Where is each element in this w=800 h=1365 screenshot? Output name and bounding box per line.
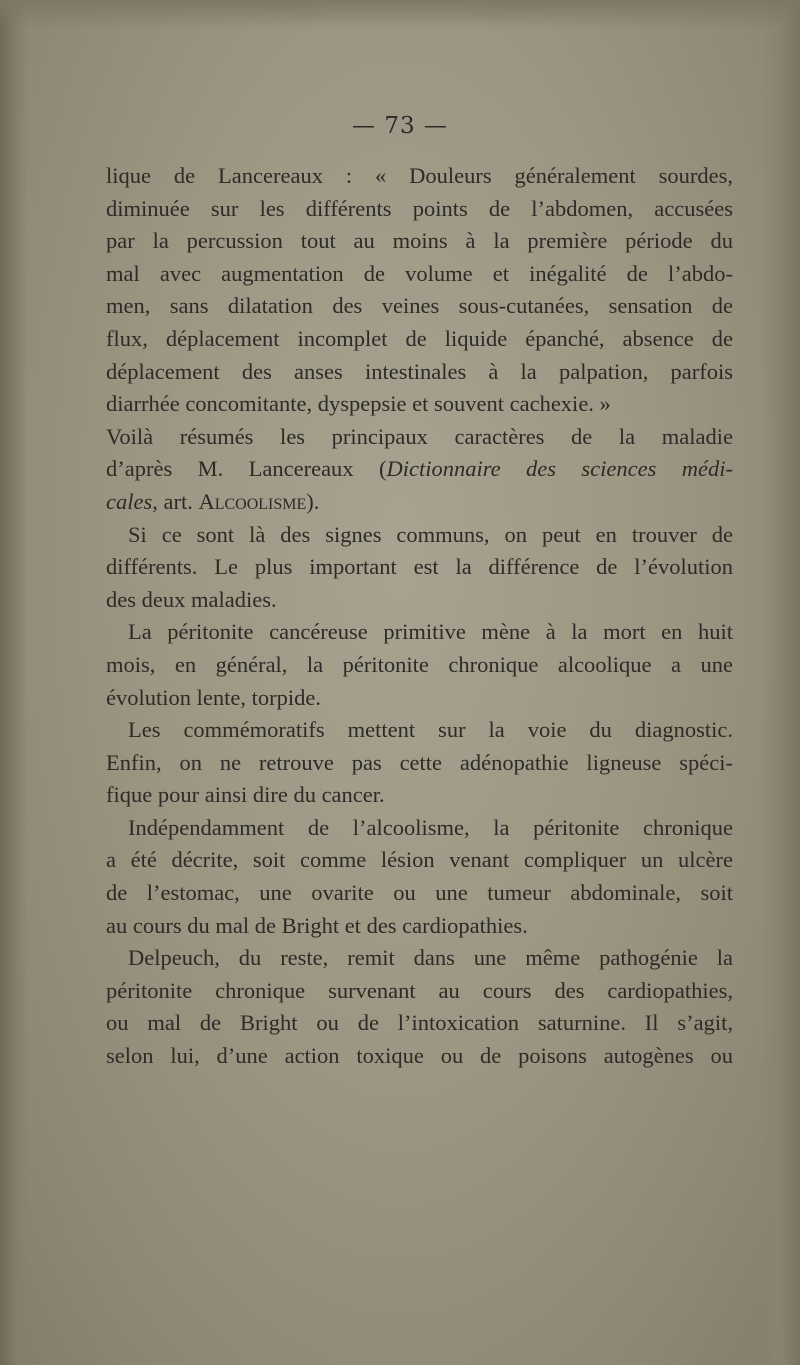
text-line xyxy=(106,486,733,519)
text-line: a été décrite, soit comme lésion venant compliquer un ulcère xyxy=(106,847,733,873)
dictionary-title-italic: Dictionnaire des sciences médi- xyxy=(386,456,733,482)
text-line xyxy=(106,453,733,486)
text-line: mois, en général, la péritonite chronique alcoolique a une xyxy=(106,651,733,677)
text-line: déplacement des anses intestinales à la palpation, parfois xyxy=(106,358,733,384)
text-line: flux, déplacement incomplet de liquide épanché, absence de xyxy=(106,325,733,351)
text-line: péritonite chronique survenant au cours des cardiopathies, xyxy=(106,977,733,1003)
text-run: d’après M. Lancereaux ( xyxy=(106,456,387,482)
text-line: ou mal de Bright ou de l’intoxication saturnine. Il s’agit, xyxy=(106,1010,733,1036)
text-line: Enfin, on ne retrouve pas cette adénopathie ligneuse spéci- xyxy=(106,749,733,775)
text-line: évolution lente, torpide. xyxy=(106,684,321,710)
text-line: au cours du mal de Bright et des cardiopathies. xyxy=(106,912,528,938)
text-line: diarrhée concomitante, dyspepsie et souvent cachexie. » xyxy=(106,391,611,417)
text-line: selon lui, d’une action toxique ou de poisons autogènes ou xyxy=(106,1043,733,1069)
text-line: fique pour ainsi dire du cancer. xyxy=(106,782,385,808)
text-line: de l’estomac, une ovarite ou une tumeur abdominale, soit xyxy=(106,880,733,906)
text-line: des deux maladies. xyxy=(106,586,277,612)
text-line: différents. Le plus important est la différence de l’évolution xyxy=(106,554,733,580)
text-line: Voilà résumés les principaux caractères de la maladie xyxy=(106,423,733,449)
paragraph-start-line: Si ce sont là des signes communs, on peut en trouver de xyxy=(128,521,733,547)
page-number: — 73 — xyxy=(352,113,448,139)
article-name-smallcaps: Alcoolisme xyxy=(198,488,307,514)
text-run: , art. xyxy=(152,488,199,514)
text-run: ). xyxy=(306,488,320,514)
paragraph-start-line: La péritonite cancéreuse primitive mène à la mort en huit xyxy=(128,619,733,645)
dictionary-title-italic: cales xyxy=(106,488,153,514)
page-edge-shadow-left xyxy=(0,0,28,1365)
body-text xyxy=(106,160,733,1073)
text-line: mal avec augmentation de volume et inégalité de l’abdo- xyxy=(106,260,733,286)
text-line: lique de Lancereaux : « Douleurs généralement sourdes, xyxy=(106,163,733,188)
paragraph-start-line: Les commémoratifs mettent sur la voie du diagnostic. xyxy=(128,717,733,743)
paragraph-start-line: Delpeuch, du reste, remit dans une même pathogénie la xyxy=(128,945,733,971)
text-line: par la percussion tout au moins à la première période du xyxy=(106,228,733,254)
text-line: diminuée sur les différents points de l’abdomen, accusées xyxy=(106,195,733,221)
text-line: men, sans dilatation des veines sous-cutanées, sensation de xyxy=(106,293,733,319)
page-edge-shadow-right xyxy=(760,0,800,1365)
paragraph-start-line: Indépendamment de l’alcoolisme, la péritonite chronique xyxy=(128,814,733,840)
page-edge-shadow-top xyxy=(0,0,800,30)
